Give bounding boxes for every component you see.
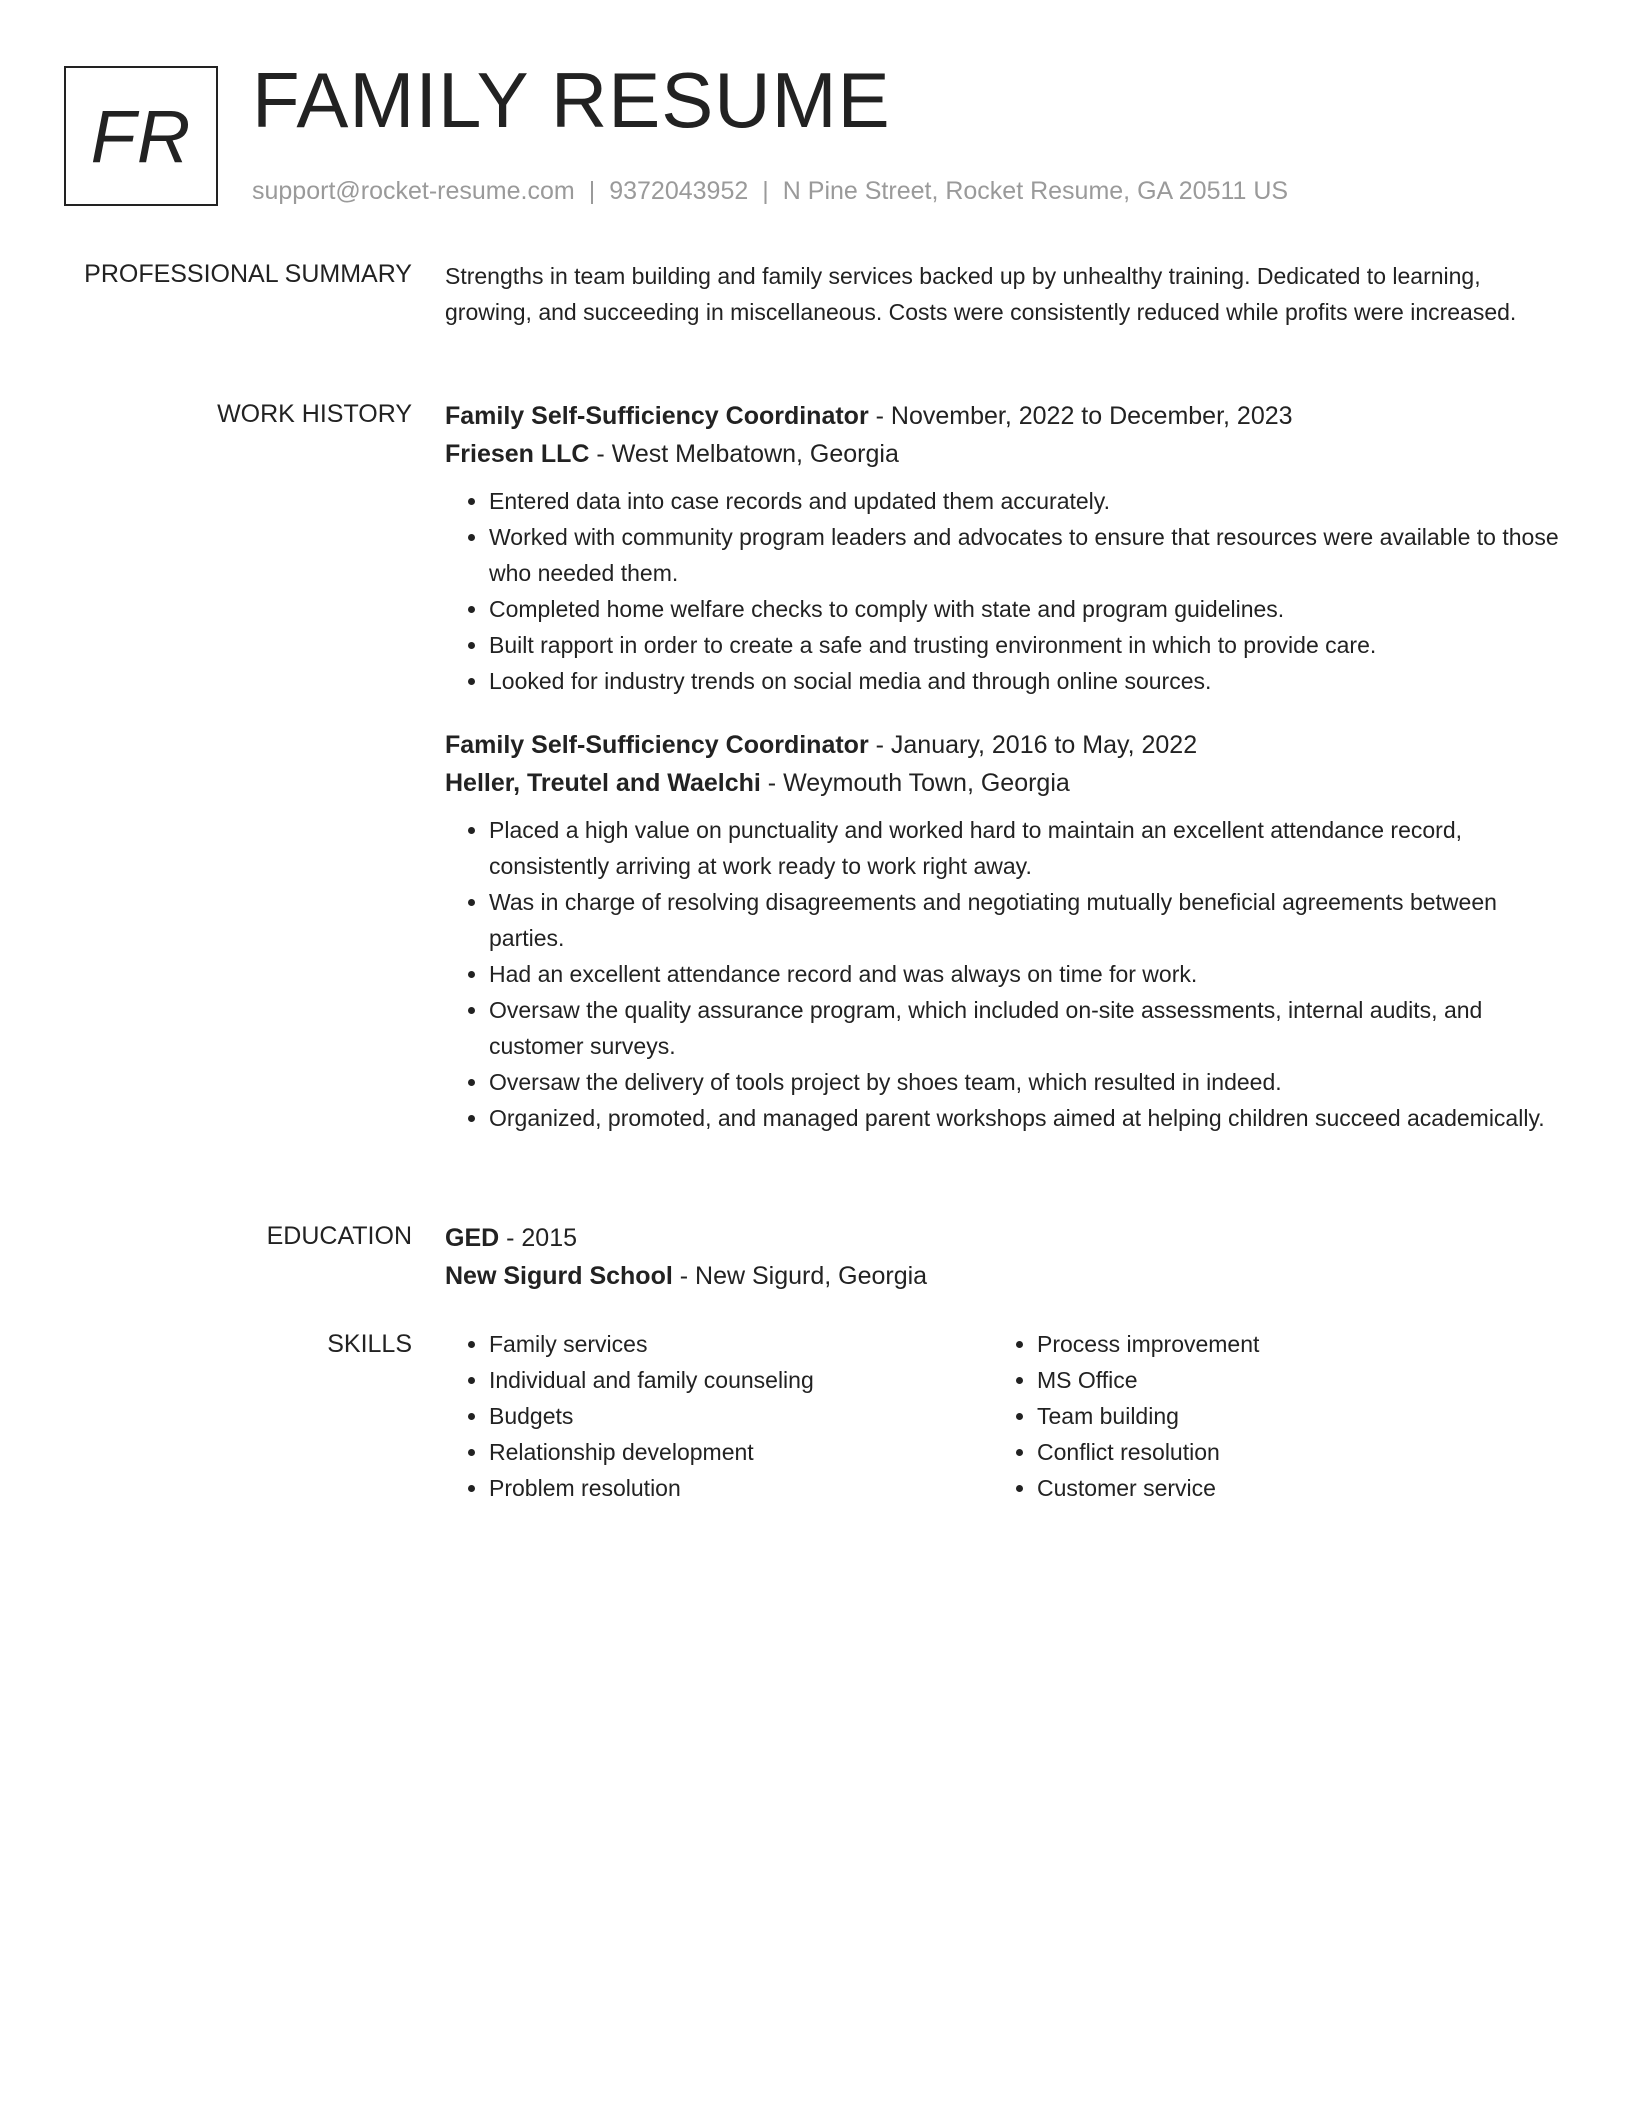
skill-item: • MS Office bbox=[1037, 1362, 1541, 1398]
summary-heading: PROFESSIONAL SUMMARY bbox=[84, 260, 412, 288]
contact-email: support@rocket-resume.com bbox=[252, 177, 575, 205]
skills-heading: SKILLS bbox=[327, 1330, 412, 1358]
skill-item: • Process improvement bbox=[1037, 1326, 1541, 1362]
job-title-line bbox=[445, 726, 1560, 764]
skill-item: • Customer service bbox=[1037, 1470, 1541, 1506]
work-history-heading: WORK HISTORY bbox=[217, 400, 412, 428]
job-bullet: • Looked for industry trends on social media and through online sources. bbox=[489, 663, 1560, 699]
education-body bbox=[445, 1219, 1560, 1295]
job-bullet: • Was in charge of resolving disagreements and negotiating mutually beneficial agreements between parties. bbox=[489, 884, 1560, 956]
education-degree: GED bbox=[445, 1224, 500, 1252]
job-bullet: • Worked with community program leaders and advocates to ensure that resources were available to those who needed them. bbox=[489, 519, 1560, 591]
skill-item: • Conflict resolution bbox=[1037, 1434, 1541, 1470]
skills-columns bbox=[445, 1326, 1560, 1506]
job-location: - West Melbatown, Georgia bbox=[589, 440, 899, 468]
job-entry bbox=[445, 726, 1560, 1136]
job-bullet: • Completed home welfare checks to comply with state and program guidelines. bbox=[489, 591, 1560, 627]
skill-item: • Budgets bbox=[489, 1398, 993, 1434]
education-school-line bbox=[445, 1257, 1560, 1295]
job-dates: - January, 2016 to May, 2022 bbox=[868, 731, 1198, 759]
job-location: - Weymouth Town, Georgia bbox=[760, 769, 1070, 797]
job-entry bbox=[445, 397, 1560, 699]
job-bullets bbox=[445, 483, 1560, 699]
contact-phone: 9372043952 bbox=[609, 177, 749, 205]
job-bullet: • Placed a high value on punctuality and worked hard to maintain an excellent attendance record, consistently arriving at work ready to work right away. bbox=[489, 812, 1560, 884]
contact-separator: | bbox=[762, 177, 769, 205]
skills-right-column bbox=[993, 1326, 1541, 1506]
job-org-line bbox=[445, 435, 1560, 473]
contact-line bbox=[252, 174, 1288, 208]
skill-item: • Individual and family counseling bbox=[489, 1362, 993, 1398]
skills-left-column bbox=[445, 1326, 993, 1506]
job-title: Family Self-Sufficiency Coordinator bbox=[445, 402, 869, 430]
summary-text: Strengths in team building and family services backed up by unhealthy training. Dedicated to learning, growing, and succeeding in miscellaneous. Costs were consistently reduced while profits were increased. bbox=[445, 263, 1517, 325]
job-dates: - November, 2022 to December, 2023 bbox=[868, 402, 1293, 430]
job-company: Heller, Treutel and Waelchi bbox=[445, 769, 761, 797]
job-org-line bbox=[445, 764, 1560, 802]
education-degree-line bbox=[445, 1219, 1560, 1257]
education-location: - New Sigurd, Georgia bbox=[672, 1262, 928, 1290]
skill-item: • Relationship development bbox=[489, 1434, 993, 1470]
monogram-text: FR bbox=[90, 94, 192, 178]
resume-name: FAMILY RESUME bbox=[252, 56, 891, 144]
contact-address: N Pine Street, Rocket Resume, GA 20511 US bbox=[782, 177, 1289, 205]
skill-item: • Team building bbox=[1037, 1398, 1541, 1434]
education-school: New Sigurd School bbox=[445, 1262, 673, 1290]
skills-body bbox=[445, 1326, 1560, 1506]
education-heading: EDUCATION bbox=[266, 1222, 412, 1250]
job-company: Friesen LLC bbox=[445, 440, 590, 468]
job-bullet: • Oversaw the quality assurance program, which included on-site assessments, internal audits, and customer surveys. bbox=[489, 992, 1560, 1064]
skill-item: • Problem resolution bbox=[489, 1470, 993, 1506]
monogram-logo bbox=[64, 66, 218, 206]
contact-separator: | bbox=[588, 177, 596, 205]
job-bullet: • Built rapport in order to create a safe and trusting environment in which to provide care. bbox=[489, 627, 1560, 663]
job-bullet: • Had an excellent attendance record and was always on time for work. bbox=[489, 956, 1560, 992]
job-title-line bbox=[445, 397, 1560, 435]
education-year: - 2015 bbox=[499, 1224, 578, 1252]
job-bullets bbox=[445, 812, 1560, 1136]
skill-item: • Family services bbox=[489, 1326, 993, 1362]
job-title: Family Self-Sufficiency Coordinator bbox=[445, 731, 869, 759]
work-history-body bbox=[445, 397, 1560, 1136]
job-bullet: • Organized, promoted, and managed parent workshops aimed at helping children succeed academically. bbox=[489, 1100, 1560, 1136]
job-bullet: • Entered data into case records and updated them accurately. bbox=[489, 483, 1560, 519]
job-bullet: • Oversaw the delivery of tools project by shoes team, which resulted in indeed. bbox=[489, 1064, 1560, 1100]
